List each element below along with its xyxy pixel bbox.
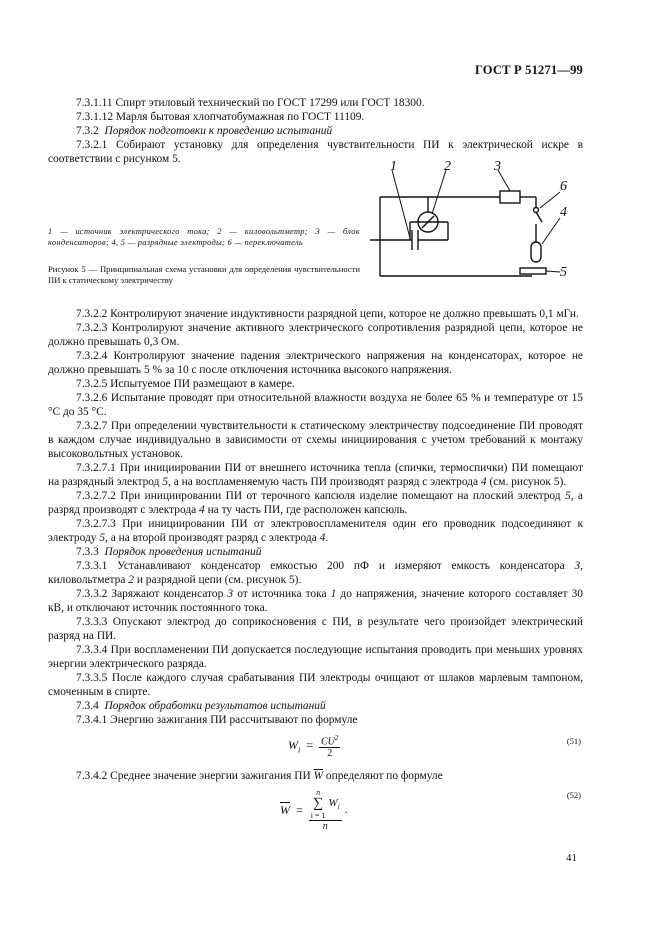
document-header: ГОСТ Р 51271—99 [474,63,583,77]
para-7-3-3-2: 7.3.3.2 Заряжают конденсатор 3 от источника тока 1 до напряжения, значение которого составляет 30 кВ, и отключают источник постоянного тока. [48,588,583,614]
para-7-3-2-6: 7.3.2.6 Испытание проводят при относительной влажности воздуха не более 65 % и температуре от 15 °С до 35 °С. [48,392,583,418]
equation-number-52: (52) [566,790,581,800]
figure-legend: 1 — источник электрического тока; 2 — киловольтметр; 3 — блок конденсаторов; 4, 5 — разрядные электроды; 6 — переключатель [48,227,360,247]
switch-lever [536,212,542,222]
para-7-3-2-7-3: 7.3.2.7.3 При инициировании ПИ от электровоспламенителя один его проводник подсоединяют к электроду 5, а на второй производят разряд с электрода 4. [48,518,583,544]
electrode-4 [531,242,541,262]
leader-1 [392,170,410,238]
para-7-3-3-3: 7.3.3.3 Опускают электрод до соприкосновения с ПИ, в результате чего произойдет электрический разряд на ПИ. [48,616,583,642]
formula-lhs: $W_i$ [288,738,301,755]
section-number: 7.3.4 [76,700,99,712]
para-7-3-2-4: 7.3.2.4 Контролируют значение падения электрического напряжения на конденсаторах, которое не должно превышать 5 % за 10 с после отключения источника высокого напряжения. [48,350,583,376]
para-7-3-3-4: 7.3.3.4 При воспламенении ПИ допускается последующие испытания проводить при меньших уровнях энергии электрического разряда. [48,644,583,670]
para-7-3-4-2-block [48,769,583,783]
para-7-3-2-1: 7.3.2.1 Собирают установку для определения чувствительности ПИ к электрической искре в соответствии с рисунком 5. [48,139,583,165]
switch-contact [534,208,539,213]
para-7-3-4-1: 7.3.4.1 Энергию зажигания ПИ рассчитывают по формуле [76,714,358,726]
figure-caption-block [48,226,360,286]
leader-4 [542,218,560,244]
capacitor-block-3 [500,191,520,203]
label-2: 2 [444,160,451,174]
mean-w-symbol: $\overline{W}$ [313,770,324,782]
section-title: Порядок обработки результатов испытаний [104,700,326,712]
label-1: 1 [390,160,397,174]
page-number: 41 [566,852,577,864]
circuit-diagram [370,160,590,290]
formula-fraction: $\frac{CU^2}{2}$ [321,734,339,760]
formula-52: $\overline{W}$ = n ∑ i = 1 $W_i$ n . [280,788,348,832]
figure-title: Рисунок 5 — Принципиальная схема установки для определения чувствительности ПИ к статическому электричеству [48,264,360,285]
leader-5 [546,271,560,272]
formula-fraction: n ∑ i = 1 $W_i$ n [310,788,340,832]
leader-2 [432,170,446,214]
equation-number-51: (51) [566,736,581,746]
top-text-block [48,96,583,166]
main-text-block [48,307,583,727]
electrode-5-plate [520,268,546,274]
section-number: 7.3.3 [76,546,99,558]
section-7-3-3-heading [48,545,583,559]
para-7-3-4-2: 7.3.4.2 Среднее значение энергии зажигания ПИ $\overline{W}$ определяют по формуле [76,770,443,782]
para-7-3-2-3: 7.3.2.3 Контролируют значение активного электрического сопротивления разрядной цепи, которое не должно превышать 0,3 Ом. [48,322,583,348]
para-7-3-2-2: 7.3.2.2 Контролируют значение индуктивности разрядной цепи, которое не должно превышать 0,1 мГн. [76,308,579,320]
para-7-3-3-1: 7.3.3.1 Устанавливают конденсатор емкостью 200 пФ и измеряют емкость конденсатора 3, киловольтметра 2 и разрядной цепи (см. рисунок 5). [48,560,583,586]
para-7-3-1-11: 7.3.1.11 Спирт этиловый технический по ГОСТ 17299 или ГОСТ 18300. [76,97,425,109]
section-7-3-4-heading [48,699,583,713]
label-4: 4 [560,205,567,220]
section-title: Порядок подготовки к проведению испытаний [104,125,333,137]
section-number: 7.3.2 [76,125,99,137]
leader-6 [540,192,560,208]
label-3: 3 [494,160,501,174]
formula-51: $W_i$ = $\frac{CU^2}{2}$ [288,734,339,760]
para-7-3-3-5: 7.3.3.5 После каждого случая срабатывания ПИ электроды очищают от шлаков марлевым тампоном, смоченным в спирте. [48,672,583,698]
label-6: 6 [560,179,567,194]
section-7-3-2-heading [48,124,583,138]
para-7-3-1-12: 7.3.1.12 Марля бытовая хлопчатобумажная по ГОСТ 11109. [76,111,365,123]
para-7-3-2-5: 7.3.2.5 Испытуемое ПИ размещают в камере. [76,378,295,390]
para-7-3-2-7-1: 7.3.2.7.1 При инициировании ПИ от внешнего источника тепла (спички, термоспички) ПИ помещают на разрядный электрод 5, а на воспламеняемую часть ПИ производят разряд с электрода 4 (см. рисунок 5). [48,462,583,488]
formula-lhs: $\overline{W}$ [280,802,290,817]
para-7-3-2-7: 7.3.2.7 При определении чувствительности к статическому электричеству подсоединение ПИ проводят в каждом случае индивидуально в зависимости от схемы инициирования с учетом требований к монтажу высоковольтных установок. [48,420,583,460]
para-7-3-2-7-2: 7.3.2.7.2 При инициировании ПИ от терочного капсюля изделие помещают на плоский электрод 5, а разряд производят с электрода 4 на ту часть ПИ, где расположен капсюль. [48,490,583,516]
section-title: Порядок проведения испытаний [104,546,262,558]
label-5: 5 [560,265,567,280]
